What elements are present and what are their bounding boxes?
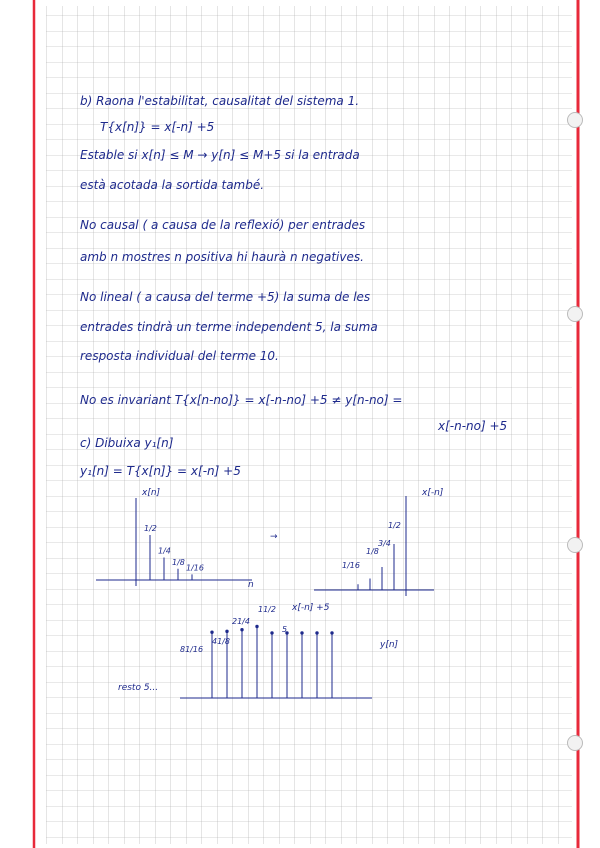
note-line: c) Dibuixa y₁[n] bbox=[80, 436, 174, 450]
note-line: b) Raona l'estabilitat, causalitat del sistema 1. bbox=[80, 94, 360, 108]
plot3-annotation: 81/16 bbox=[180, 645, 204, 654]
binder-hole bbox=[567, 537, 583, 553]
plot2-annotation: 1/16 bbox=[342, 561, 360, 570]
note-line: x[-n-no] +5 bbox=[438, 419, 508, 433]
plot1-annotation: 1/2 bbox=[144, 524, 157, 533]
note-line: T{x[n]} = x[-n] +5 bbox=[100, 120, 215, 134]
note-resto: resto 5... bbox=[118, 683, 159, 693]
plot3-axis-label: y[n] bbox=[380, 640, 399, 650]
note-line: No es invariant T{x[n-no]} = x[-n-no] +5 ≠ y[n-no] = bbox=[80, 393, 403, 407]
binder-hole bbox=[567, 735, 583, 751]
binder-hole bbox=[567, 112, 583, 128]
plot3-annotation: 5 bbox=[282, 625, 288, 634]
plot3-label: x[-n] +5 bbox=[292, 603, 330, 613]
plot3-point bbox=[271, 632, 273, 634]
plot3-annotation: 11/2 bbox=[258, 605, 276, 614]
plot1-annotation: 1/16 bbox=[186, 563, 204, 573]
note-line: No lineal ( a causa del terme +5) la suma de les bbox=[80, 290, 371, 304]
plot3-annotation: 21/4 bbox=[232, 617, 250, 626]
note-line: resposta individual del terme 10. bbox=[80, 349, 279, 363]
note-line: y₁[n] = T{x[n]} = x[-n] +5 bbox=[80, 464, 241, 478]
plot3-point bbox=[226, 630, 228, 632]
plot2-annotation: 1/8 bbox=[366, 547, 379, 556]
plot3-annotation: 41/8 bbox=[212, 637, 230, 646]
plot1-annotation: 1/4 bbox=[158, 546, 171, 556]
plot2-annotation: 1/2 bbox=[388, 521, 401, 530]
note-line: No causal ( a causa de la reflexió) per entrades bbox=[80, 218, 366, 232]
plot1-annotation: 1/8 bbox=[172, 557, 185, 567]
note-line: està acotada la sortida també. bbox=[80, 178, 265, 192]
plot1-axis-label: n bbox=[248, 580, 254, 590]
binder-hole bbox=[567, 306, 583, 322]
plot3-point bbox=[256, 625, 258, 627]
plot2-annotation: 3/4 bbox=[378, 539, 391, 548]
arrow: → bbox=[270, 532, 278, 542]
plot2-label: x[-n] bbox=[422, 488, 444, 498]
note-line: amb n mostres n positiva hi haurà n negatives. bbox=[80, 250, 364, 264]
plot1-label: x[n] bbox=[142, 488, 161, 498]
plot3-point bbox=[241, 629, 243, 631]
note-line: Estable si x[n] ≤ M → y[n] ≤ M+5 si la entrada bbox=[80, 148, 360, 162]
plot3-point bbox=[301, 632, 303, 634]
plot3-point bbox=[331, 632, 333, 634]
plot3-point bbox=[211, 631, 213, 633]
plot3-point bbox=[316, 632, 318, 634]
note-line: entrades tindrà un terme independent 5, la suma bbox=[80, 320, 378, 334]
